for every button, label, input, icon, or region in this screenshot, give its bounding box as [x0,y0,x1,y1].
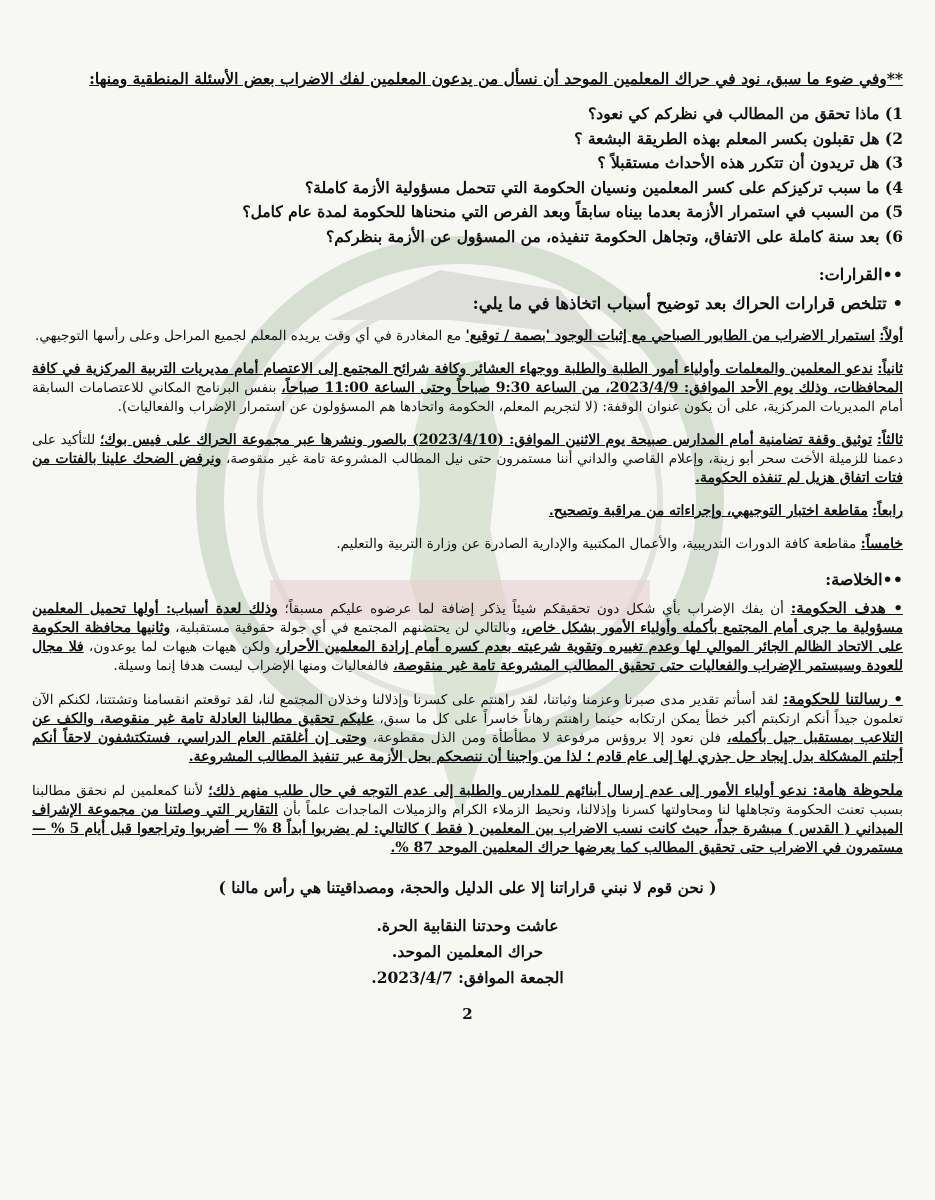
conclusion-note [32,781,903,858]
goal-text: فالفعاليات ومنها الإضراب ليست هدفا إنما وسيلة. [113,658,394,674]
decision-label: خامساً: [860,536,903,552]
decision-bold-text: توثيق وقفة تضامنية أمام المدارس صبيحة يوم الاثنين الموافق: (2023/4/10) بالصور ونشرها عبر مجموعة الحراك على فيس بوك؛ [99,432,873,448]
decisions-summary: • تتلخص قرارات الحراك بعد توضيح أسباب اتخاذها في ما يلي: [472,294,903,313]
decision-bold-text: ونرفض الضحك علينا بالفتات من فتات اتفاق هزيل لم تنفذه الحكومة. [32,451,903,486]
decisions-heading: ••القرارات: [818,265,903,284]
decision-bold-text: استمرار الاضراب من الطابور الصباحي مع إثبات الوجود 'بصمة / توقيع' [465,328,875,344]
note-text: لأننا كمعلمين لم نحقق مطالبنا بسبب تعنت الحكومة وتجاهلها لنا ومحاولتها كسرنا وإذلالنا، ونحيط الزملاء الكرام والزميلات الماجدات علماً بأن [32,783,903,818]
goal-bold-text: وذلك لعدة أسباب: أولها تحميل المعلمين مسؤولية ما جرى أمام المجتمع بأكمله وأولياء الأمور بشكل خاص، [32,601,904,636]
decision-bold-text: ندعو المعلمين والمعلمات وأولياء أمور الطلبة والطلبة ووجهاء العشائر وكافة شرائح المجتمع إلى الاعتصام أمام مديريات التربية المركزية في كافة المحافظات، وذلك يوم الأحد الموافق: 2023/4/9، من الساعة 9:30 صباحاً وحتى الساعة 11:00 صباحاً، [32,361,903,396]
closing-quote: ( نحن قوم لا نبني قراراتنا إلا على الدليل والحجة، ومصداقيتنا هي رأس مالنا ) [218,878,717,897]
question-item: 2) هل تقبلون بكسر المعلم بهذه الطريقة البشعة ؟ [574,128,903,148]
message-bold-text: وحتى إن أغلقتم العام الدراسي، فستكتشفون لاحقاً أنكم أجلتم المشكلة بدل إيجاد حل جذري لها إلى عام قادم ؛ لذا من واجبنا أن ننصحكم بحل الأزمة عبر تنفيذ المطالب المشروعة. [32,730,903,765]
question-item: 6) بعد سنة كاملة على الاتفاق، وتجاهل الحكومة تنفيذه، من المسؤول عن الأزمة بنظركم؟ [326,226,903,246]
question-item: 4) ما سبب تركيزكم على كسر المعلمين ونسيان الحكومة التي تتحمل مسؤولية الأزمة كاملة؟ [304,177,903,197]
goal-bold-text: فلا مجال للعودة وسيستمر الإضراب والفعاليات حتى تحقيق المطالب المشروعة تامة غير منقوصة، [32,639,903,674]
goal-bold-text: وثانيها محافظة الحكومة على الاتحاد الظالم الجائر الموالي لها وعدم تغييره وتقوية شرعيته بعدم كسره أمام إرادة المعلمين الأحرار، [32,620,903,655]
signature-block [32,913,903,991]
goal-text: ولكن هيهات هيهات لما يوعدون، [83,639,276,655]
decision-label: رابعاً: [872,503,903,519]
decision-bold-text: مقاطعة اختبار التوجيهي، وإجراءاته من مراقبة وتصحيح. [548,503,868,519]
decision-fourth [32,502,903,521]
page-number: 2 [462,1005,473,1023]
message-label: • رسالتنا للحكومة: [782,690,903,708]
goal-text: أن يفك الإضراب بأي شكل دون تحقيقكم شيئاً يذكر إضافة لما عرضوه عليكم مسبقاً؛ [277,601,791,617]
decision-first [32,327,903,346]
signature-line: حراك المعلمين الموحد. [391,942,544,961]
intro-paragraph: **وفي ضوء ما سبق، نود في حراك المعلمين الموحد أن نسأل من يدعون المعلمين لفك الاضراب بعض الأسئلة المنطقية ومنها: [89,69,903,88]
decision-fifth [32,535,903,554]
conclusion-goal [32,599,903,676]
decision-label: أولاً: [879,328,903,344]
message-text: لقد أسأتم تقدير مدى صبرنا وعزمنا وثباتنا، لقد راهنتم على كسرنا وإذلالنا وخذلان المجتمع لنا، لقد توقعتم انقسامنا وتشتتنا، لكنكم الآن تعلمون جيداً أنكم ارتكبتم أكبر خطأ يمكن ارتكابه حينما راهنتم رهاناً خاسراً على كل ما سبق، [32,692,903,727]
signature-date: الجمعة الموافق: 2023/4/7. [371,968,564,987]
note-label: ملحوظة هامة: [812,781,903,799]
decision-label: ثالثاً: [876,432,904,448]
decision-text: مع المغادرة في أي وقت يريده المعلم لجميع المراحل وعلى رأسها التوجيهي. [35,328,466,344]
goal-text: وبالتالي لن يحتضنهم المجتمع في أي جولة حقوقية مستقبلية، [170,620,522,636]
question-item: 3) هل تريدون أن تتكرر هذه الأحداث مستقبلاً ؟ [597,153,903,172]
decision-text: للتأكيد على دعمنا للزميلة الأخت سحر أبو زينة، وإعلام القاصي والداني أننا مستمرون حتى نيل المطالب المشروعة تامة غير منقوصة، [32,432,903,467]
decision-text: بنفس البرنامج المكاني للاعتصامات السابقة أمام المديريات المركزية، على أن يكون عنوان الوقفة: (لا لتجريم المعلم، الحكومة واتحادها هم المسؤولون عن استمرار الإضراب والفعاليات). [32,380,903,415]
message-bold-text: عليكم تحقيق مطالبنا العادلة تامة غير منقوصة، والكف عن التلاعب بمستقبل جيل بأكمله، [32,711,903,746]
decision-second [32,360,903,417]
decision-label: ثانياً: [877,361,903,377]
note-bold-text: التقارير التي وصلتنا من مجموعة الإشراف الميداني ( القدس ) مبشرة جداً، حيث كانت نسب الاضراب بين المعلمين ( فقط ) كالتالي: لم يضربوا أبداً 8 % — أضربوا وتراجعوا قبل أيام 5 % — مستمرون في الاضراب حتى تحقيق المطالب كما يعرضها حراك المعلمين الموحد 87 %. [32,802,903,856]
note-bold-text: ندعو أولياء الأمور إلى عدم إرسال أبنائهم للمدارس والطلبة إلى عدم التوجه في حال طلب منهم ذلك؛ [208,783,813,799]
message-text: فلن نعود إلا بروؤس مرفوعة لا مطأطأة ومن الذل مقطوعة، [366,730,727,746]
signature-line: عاشت وحدتنا النقابية الحرة. [376,916,559,935]
goal-label: • هدف الحكومة: [790,599,903,617]
conclusion-heading: ••الخلاصة: [825,570,903,589]
question-item: 5) من السبب في استمرار الأزمة بعدما بيناه سابقاً وبعد الفرص التي منحناها للحكومة لمدة عام كامل؟ [242,202,903,221]
question-item: 1) ماذا تحقق من المطالب في نظركم كي نعود؟ [588,104,903,123]
decision-third [32,431,903,488]
questions-list [32,102,903,249]
decision-text: مقاطعة كافة الدورات التدريبية، والأعمال المكتبية والإدارية الصادرة عن وزارة التربية والتعليم. [336,536,861,552]
conclusion-message [32,690,903,767]
